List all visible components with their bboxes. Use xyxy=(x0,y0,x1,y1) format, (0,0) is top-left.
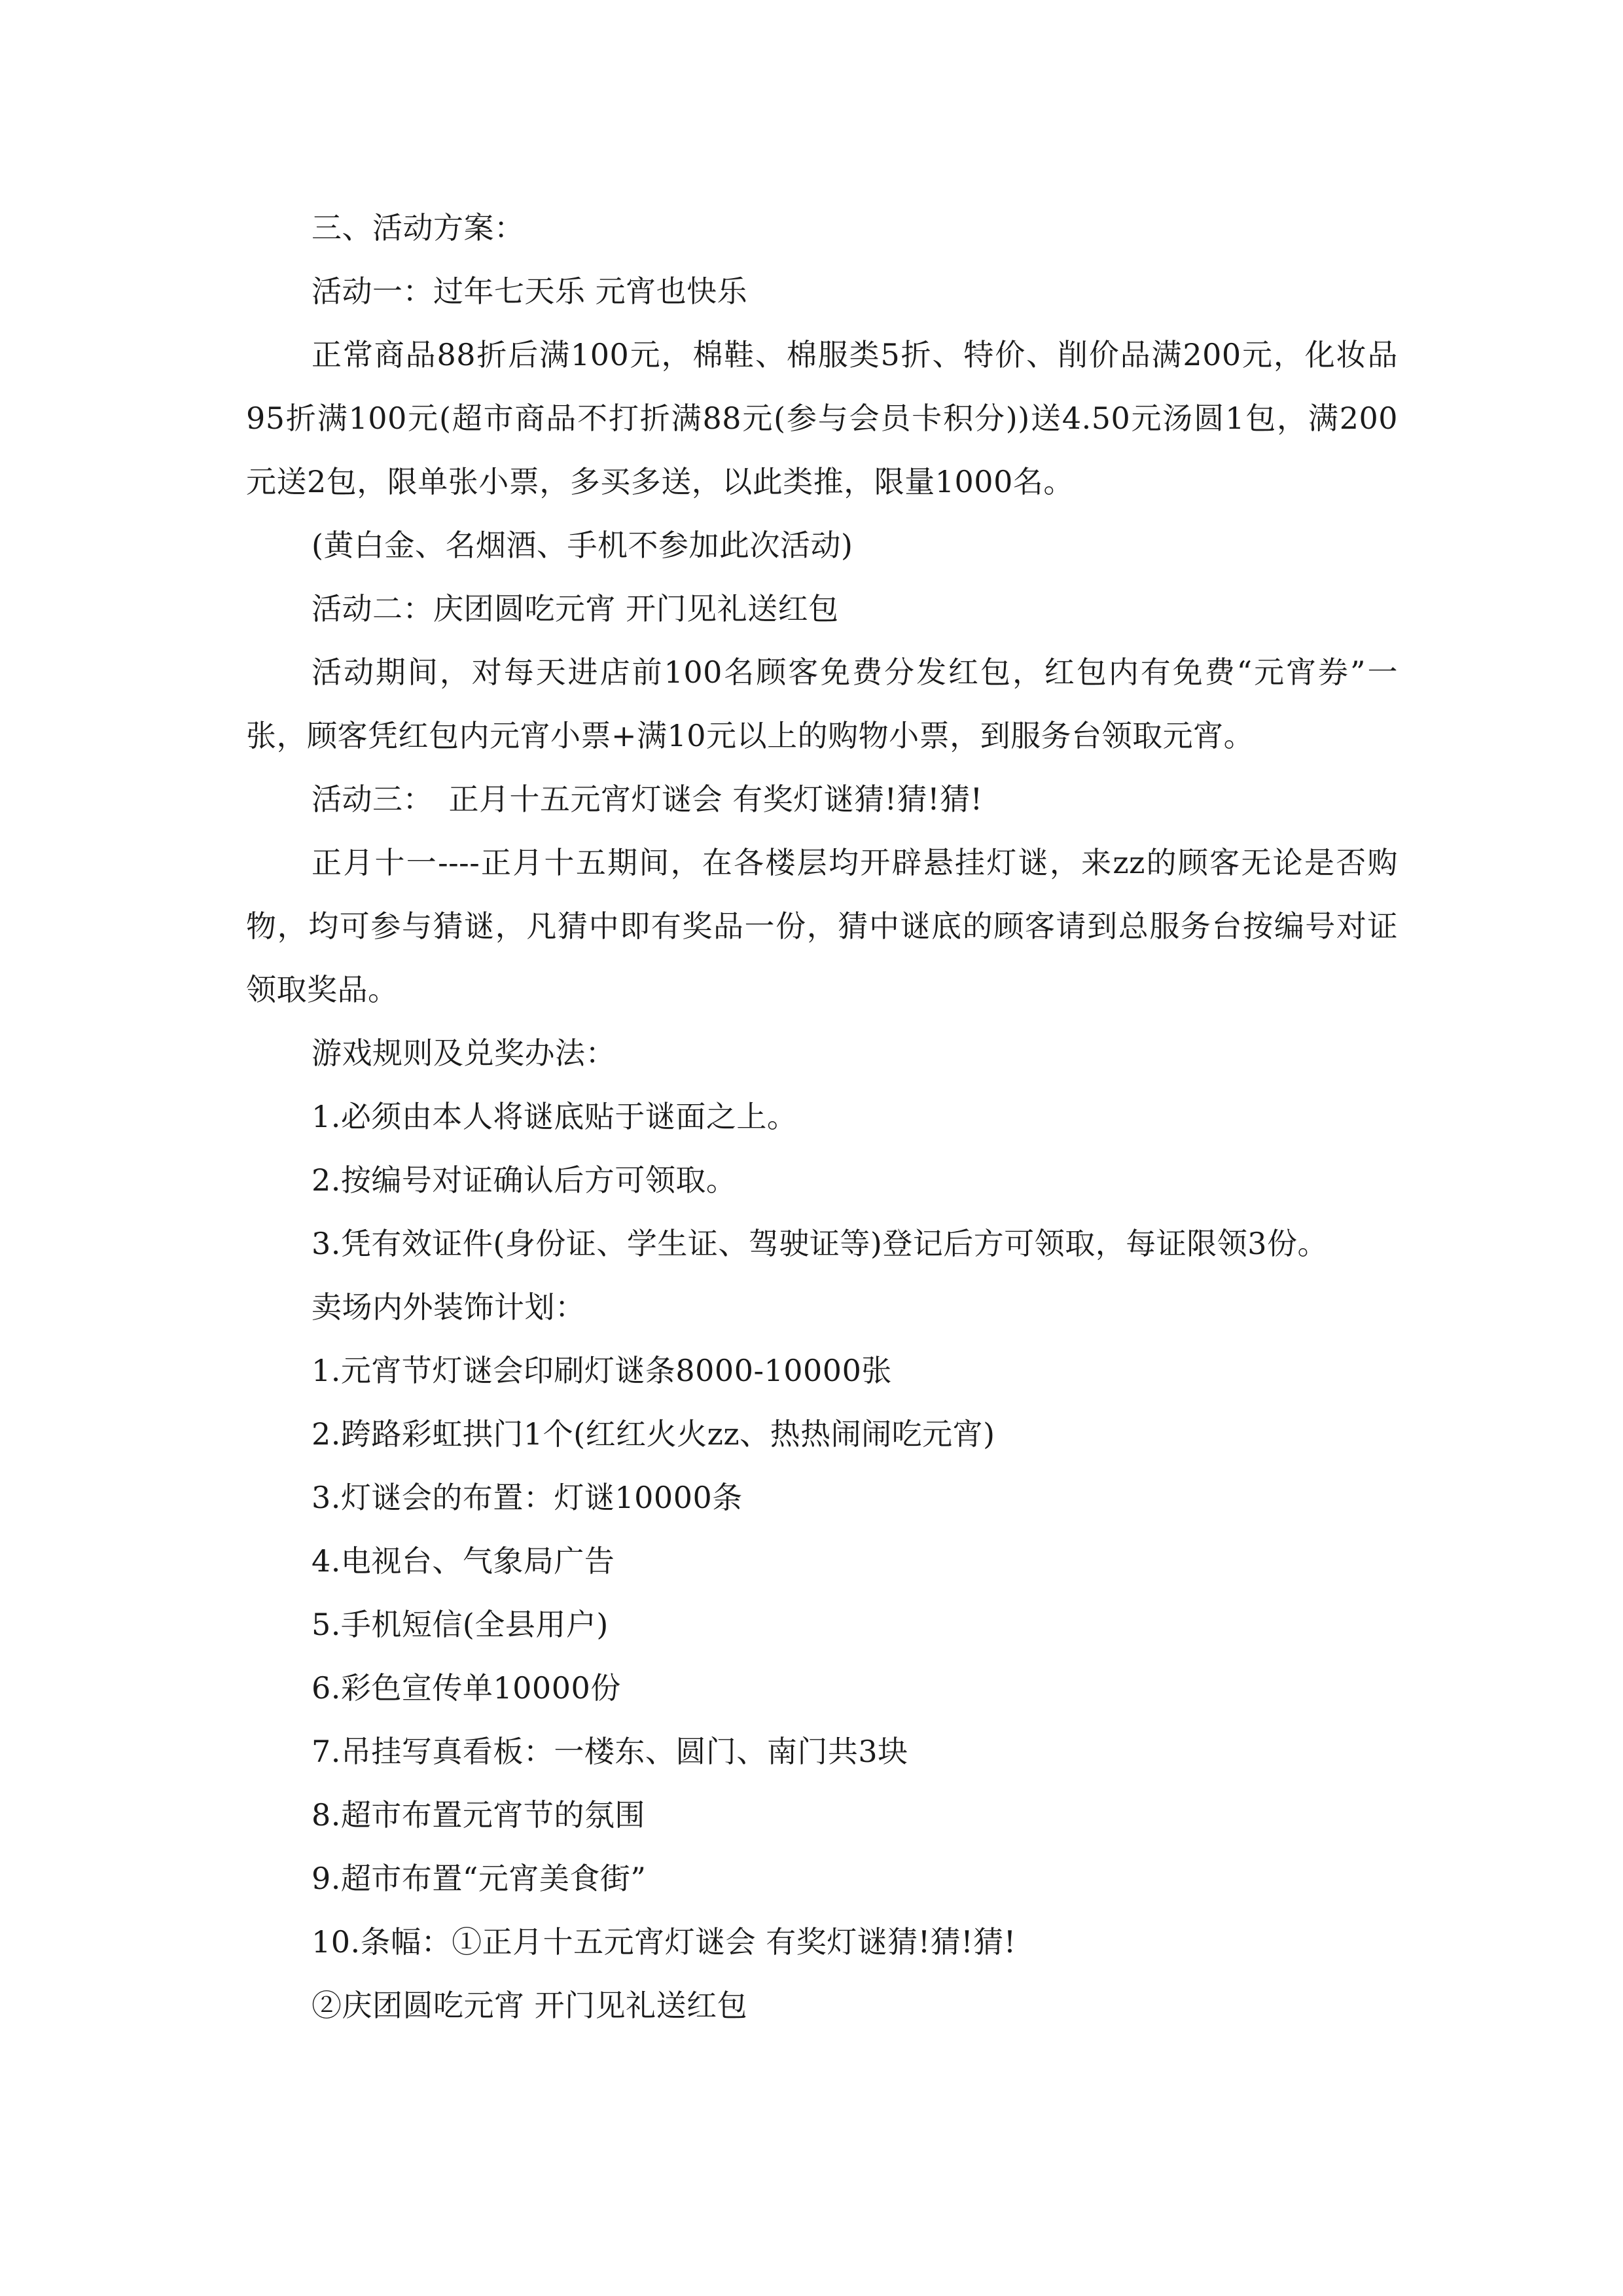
activity2-body: 活动期间，对每天进店前100名顾客免费分发红包，红包内有免费“元宵券”一张，顾客凭红包内元宵小票+满10元以上的购物小票，到服务台领取元宵。 xyxy=(246,655,1398,753)
activity1-title: 活动一：过年七天乐 元宵也快乐 xyxy=(312,274,748,309)
decor-item: 4.电视台、气象局广告 xyxy=(312,1543,615,1579)
rule-item: 1.必须由本人将谜底贴于谜面之上。 xyxy=(312,1099,798,1134)
decor-item: 6.彩色宣传单10000份 xyxy=(312,1670,621,1706)
section-heading: 三、活动方案： xyxy=(312,210,525,245)
decor-item: 10.条幅：①正月十五元宵灯谜会 有奖灯谜猜!猜!猜! xyxy=(312,1924,1016,1960)
decor-heading: 卖场内外装饰计划： xyxy=(312,1289,586,1325)
decor-item: 1.元宵节灯谜会印刷灯谜条8000-10000张 xyxy=(312,1353,892,1388)
decor-item: 3.灯谜会的布置：灯谜10000条 xyxy=(312,1480,743,1515)
rule-item: 3.凭有效证件(身份证、学生证、驾驶证等)登记后方可领取，每证限领3份。 xyxy=(312,1226,1329,1261)
decor-item: ②庆团圆吃元宵 开门见礼送红包 xyxy=(312,1988,748,2023)
decor-item: 5.手机短信(全县用户) xyxy=(312,1607,609,1642)
decor-item: 9.超市布置“元宵美食街” xyxy=(312,1861,647,1896)
activity3-body: 正月十一----正月十五期间，在各楼层均开辟悬挂灯谜，来zz的顾客无论是否购物，均可参与猜谜，凡猜中即有奖品一份，猜中谜底的顾客请到总服务台按编号对证领取奖品。 xyxy=(246,845,1398,1007)
decor-item: 7.吊挂写真看板：一楼东、圆门、南门共3块 xyxy=(312,1734,908,1769)
activity1-note: (黄白金、名烟酒、手机不参加此次活动) xyxy=(312,528,853,563)
document-body xyxy=(246,196,1398,2037)
rules-heading: 游戏规则及兑奖办法： xyxy=(312,1035,616,1071)
activity2-title: 活动二：庆团圆吃元宵 开门见礼送红包 xyxy=(312,591,839,626)
activity3-title: 活动三： 正月十五元宵灯谜会 有奖灯谜猜!猜!猜! xyxy=(312,781,983,817)
decor-item: 2.跨路彩虹拱门1个(红红火火zz、热热闹闹吃元宵) xyxy=(312,1416,995,1452)
rule-item: 2.按编号对证确认后方可领取。 xyxy=(312,1162,737,1198)
activity1-body: 正常商品88折后满100元，棉鞋、棉服类5折、特价、削价品满200元，化妆品95折满100元(超市商品不打折满88元(参与会员卡积分))送4.50元汤圆1包，满200元送2包，限单张小票，多买多送，以此类推，限量1000名。 xyxy=(246,337,1398,499)
decor-item: 8.超市布置元宵节的氛围 xyxy=(312,1797,645,1833)
